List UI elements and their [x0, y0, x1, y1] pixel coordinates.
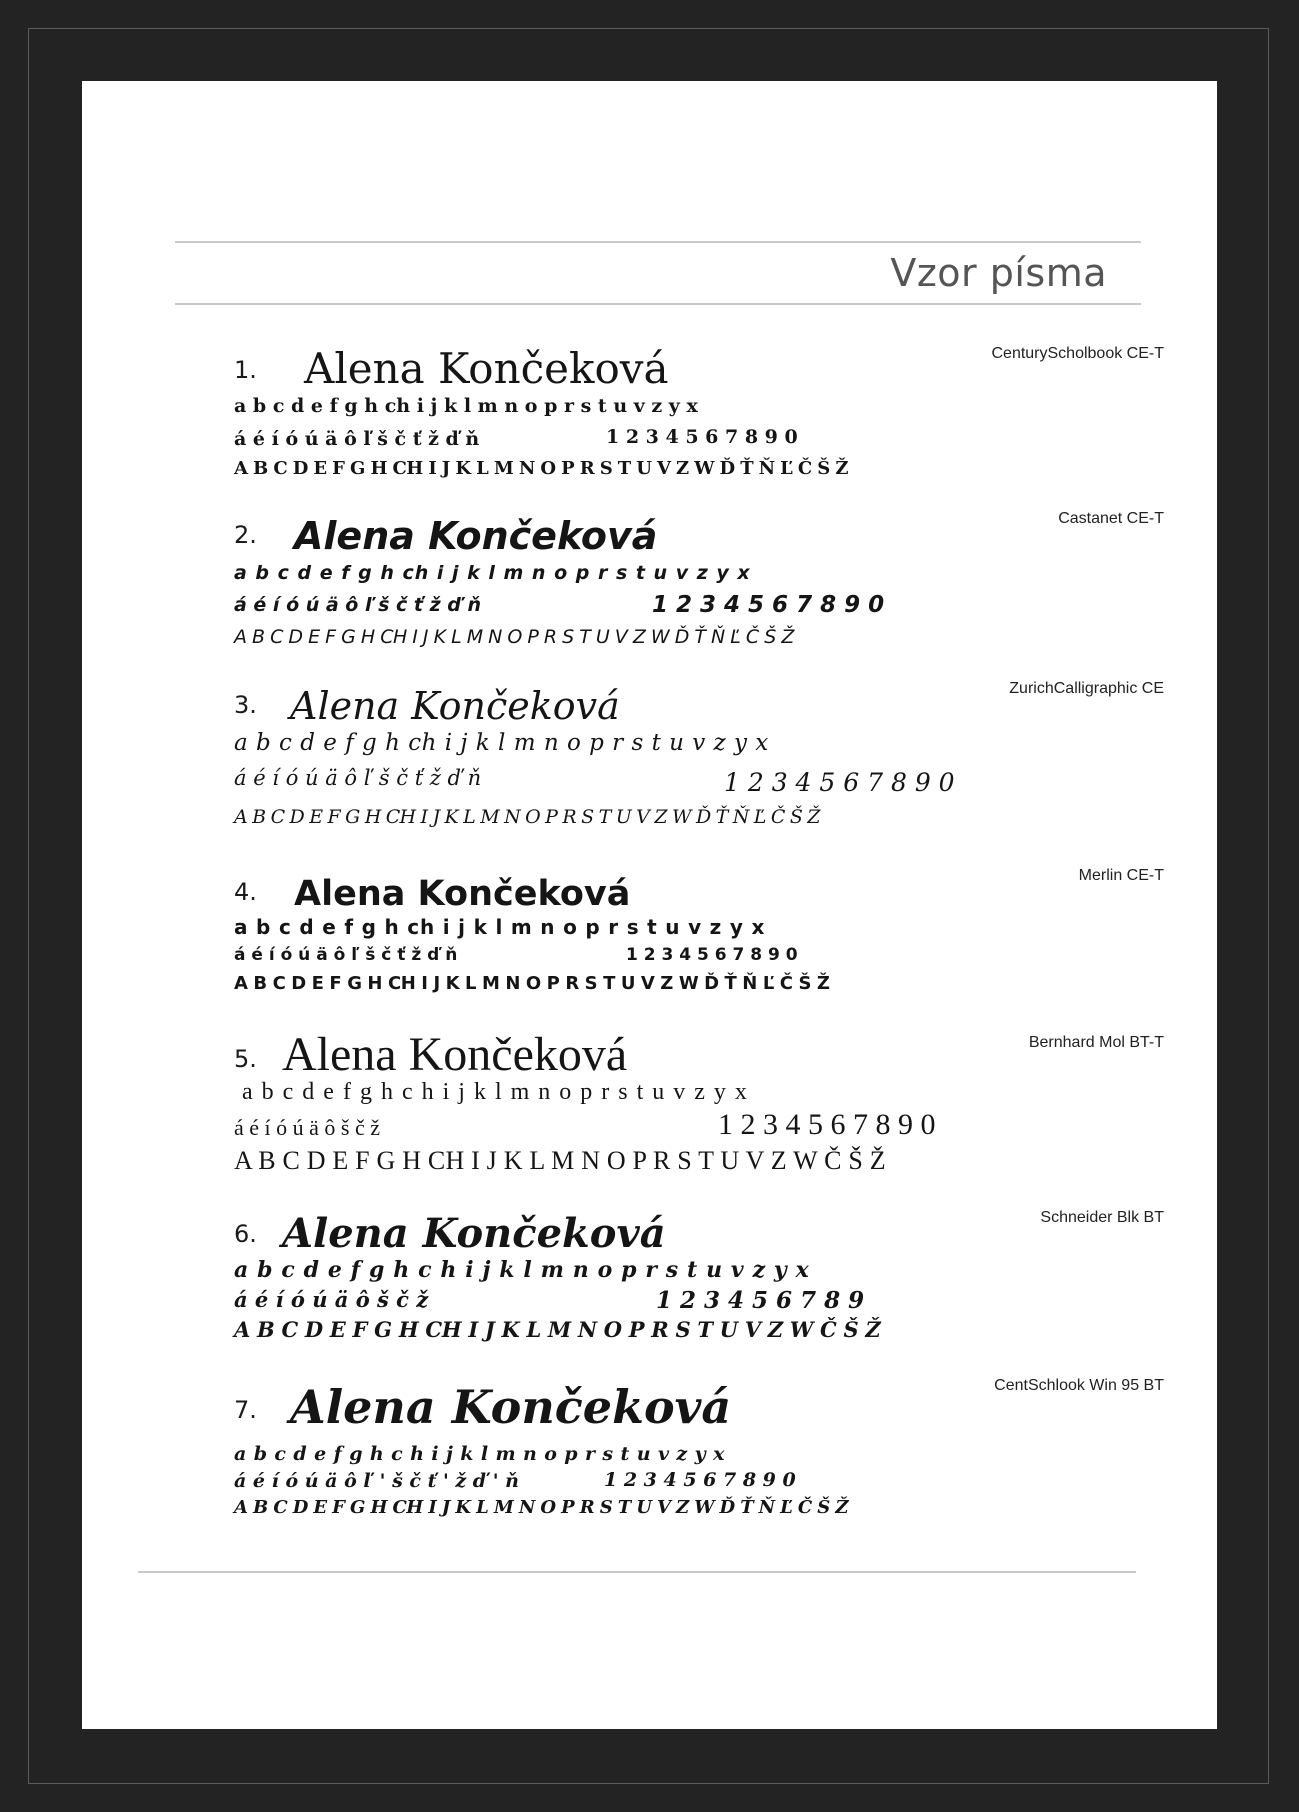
- sample-number: 6.: [234, 1220, 257, 1248]
- font-label: Merlin CE-T: [1078, 867, 1164, 884]
- uppercase-line: A B C D E F G H CH I J K L M N O P R S T U V Z W Ď Ť Ň Ľ Č Š Ž: [234, 973, 830, 994]
- lowercase-line: a b c d e f g h ch i j k l m n o p r s t u v z y x: [234, 730, 769, 756]
- font-sample-4: [234, 867, 1164, 994]
- accents-line: á é í ó ú ä ô ľ š č ť ž ď ň: [234, 594, 482, 616]
- lowercase-line: a b c d e f g h ch i j k l m n o p r s t u v z y x: [234, 395, 698, 417]
- sample-number: 7.: [234, 1396, 257, 1424]
- accents-line: á é í ó ú ä ô ľ š č ť ž ď ň: [234, 428, 480, 450]
- uppercase-line: A B C D E F G H CH I J K L M N O P R S T U V Z W Ď Ť Ň Ľ Č Š Ž: [234, 626, 794, 648]
- font-label: CentSchlook Win 95 BT: [994, 1377, 1164, 1394]
- sample-name: Alena Končeková: [304, 344, 669, 393]
- accents-line: á é í ó ú ä ô š č ž: [234, 1287, 429, 1312]
- sample-name: Alena Končeková: [294, 514, 658, 558]
- digits-line: 1 2 3 4 5 6 7 8 9 0: [718, 1108, 936, 1141]
- page-title: Vzor písma: [890, 251, 1107, 295]
- header-rule-top: [175, 241, 1141, 243]
- header-rule-bottom: [175, 303, 1141, 305]
- accents-line: á é í ó ú ä ô ľ ' š č ť ' ž ď ' ň: [234, 1470, 519, 1492]
- uppercase-line: A B C D E F G H CH I J K L M N O P R S T U V Z W Č Š Ž: [234, 1146, 886, 1175]
- font-label: Castanet CE-T: [1058, 510, 1164, 527]
- accents-line: á é í ó ú ä ô ľ š č ť ž ď ň: [234, 945, 458, 965]
- lowercase-line: a b c d e f g h ch i j k l m n o p r s t u v z y x: [234, 915, 766, 939]
- font-sample-sheet: [82, 81, 1217, 1729]
- lowercase-line: a b c d e f g h c h i j k l m n o p r s t u v z y x: [234, 1443, 725, 1465]
- digits-line: 1 2 3 4 5 6 7 8 9 0: [626, 945, 798, 965]
- sample-name: Alena Končeková: [290, 684, 620, 728]
- font-label: ZurichCalligraphic CE: [1009, 680, 1164, 697]
- accents-line: á é í ó ú ä ô š č ž: [234, 1115, 380, 1140]
- digits-line: 1 2 3 4 5 6 7 8 9 0: [606, 426, 798, 448]
- font-sample-1: [234, 344, 1164, 479]
- lowercase-line: a b c d e f g h c h i j k l m n o p r s t u v z y x: [242, 1079, 749, 1105]
- sample-name: Alena Končeková: [282, 1028, 628, 1081]
- font-sample-6: [234, 1209, 1164, 1342]
- uppercase-line: A B C D E F G H CH I J K L M N O P R S T U V Z W Ď Ť Ň Ľ Č Š Ž: [234, 1497, 848, 1518]
- sample-name: Alena Končeková: [290, 1380, 732, 1434]
- accents-line: á é í ó ú ä ô ľ š č ť ž ď ň: [234, 766, 482, 790]
- font-sample-3: [234, 680, 1164, 828]
- font-sample-5: [234, 1028, 1164, 1175]
- font-label: Bernhard Mol BT-T: [1028, 1034, 1164, 1051]
- footer-rule: [138, 1571, 1136, 1573]
- uppercase-line: A B C D E F G H CH I J K L M N O P R S T U V Z W Ď Ť Ň Ľ Č Š Ž: [234, 458, 848, 479]
- font-sample-7: [234, 1377, 1164, 1518]
- font-label: CenturyScholbook CE-T: [991, 345, 1164, 362]
- digits-line: 1 2 3 4 5 6 7 8 9 0: [604, 1469, 796, 1491]
- sample-name: Alena Končeková: [282, 1210, 666, 1257]
- lowercase-line: a b c d e f g h ch i j k l m n o p r s t u v z y x: [234, 562, 751, 584]
- uppercase-line: A B C D E F G H CH I J K L M N O P R S T U V Z W Č Š Ž: [234, 1317, 881, 1342]
- sample-number: 1.: [234, 356, 257, 384]
- uppercase-line: A B C D E F G H CH I J K L M N O P R S T U V Z W Ď Ť Ň Ľ Č Š Ž: [234, 806, 820, 828]
- sample-number: 5.: [234, 1045, 257, 1073]
- font-sample-2: [234, 510, 1164, 648]
- sample-number: 3.: [234, 691, 257, 719]
- lowercase-line: a b c d e f g h c h i j k l m n o p r s t u v z y x: [234, 1257, 810, 1283]
- digits-line: 1 2 3 4 5 6 7 8 9 0: [724, 768, 955, 797]
- sample-name: Alena Končeková: [294, 874, 631, 914]
- sample-number: 2.: [234, 521, 257, 549]
- digits-line: 1 2 3 4 5 6 7 8 9: [656, 1287, 865, 1314]
- sample-number: 4.: [234, 878, 257, 906]
- digits-line: 1 2 3 4 5 6 7 8 9 0: [652, 592, 885, 618]
- font-label: Schneider Blk BT: [1040, 1209, 1164, 1226]
